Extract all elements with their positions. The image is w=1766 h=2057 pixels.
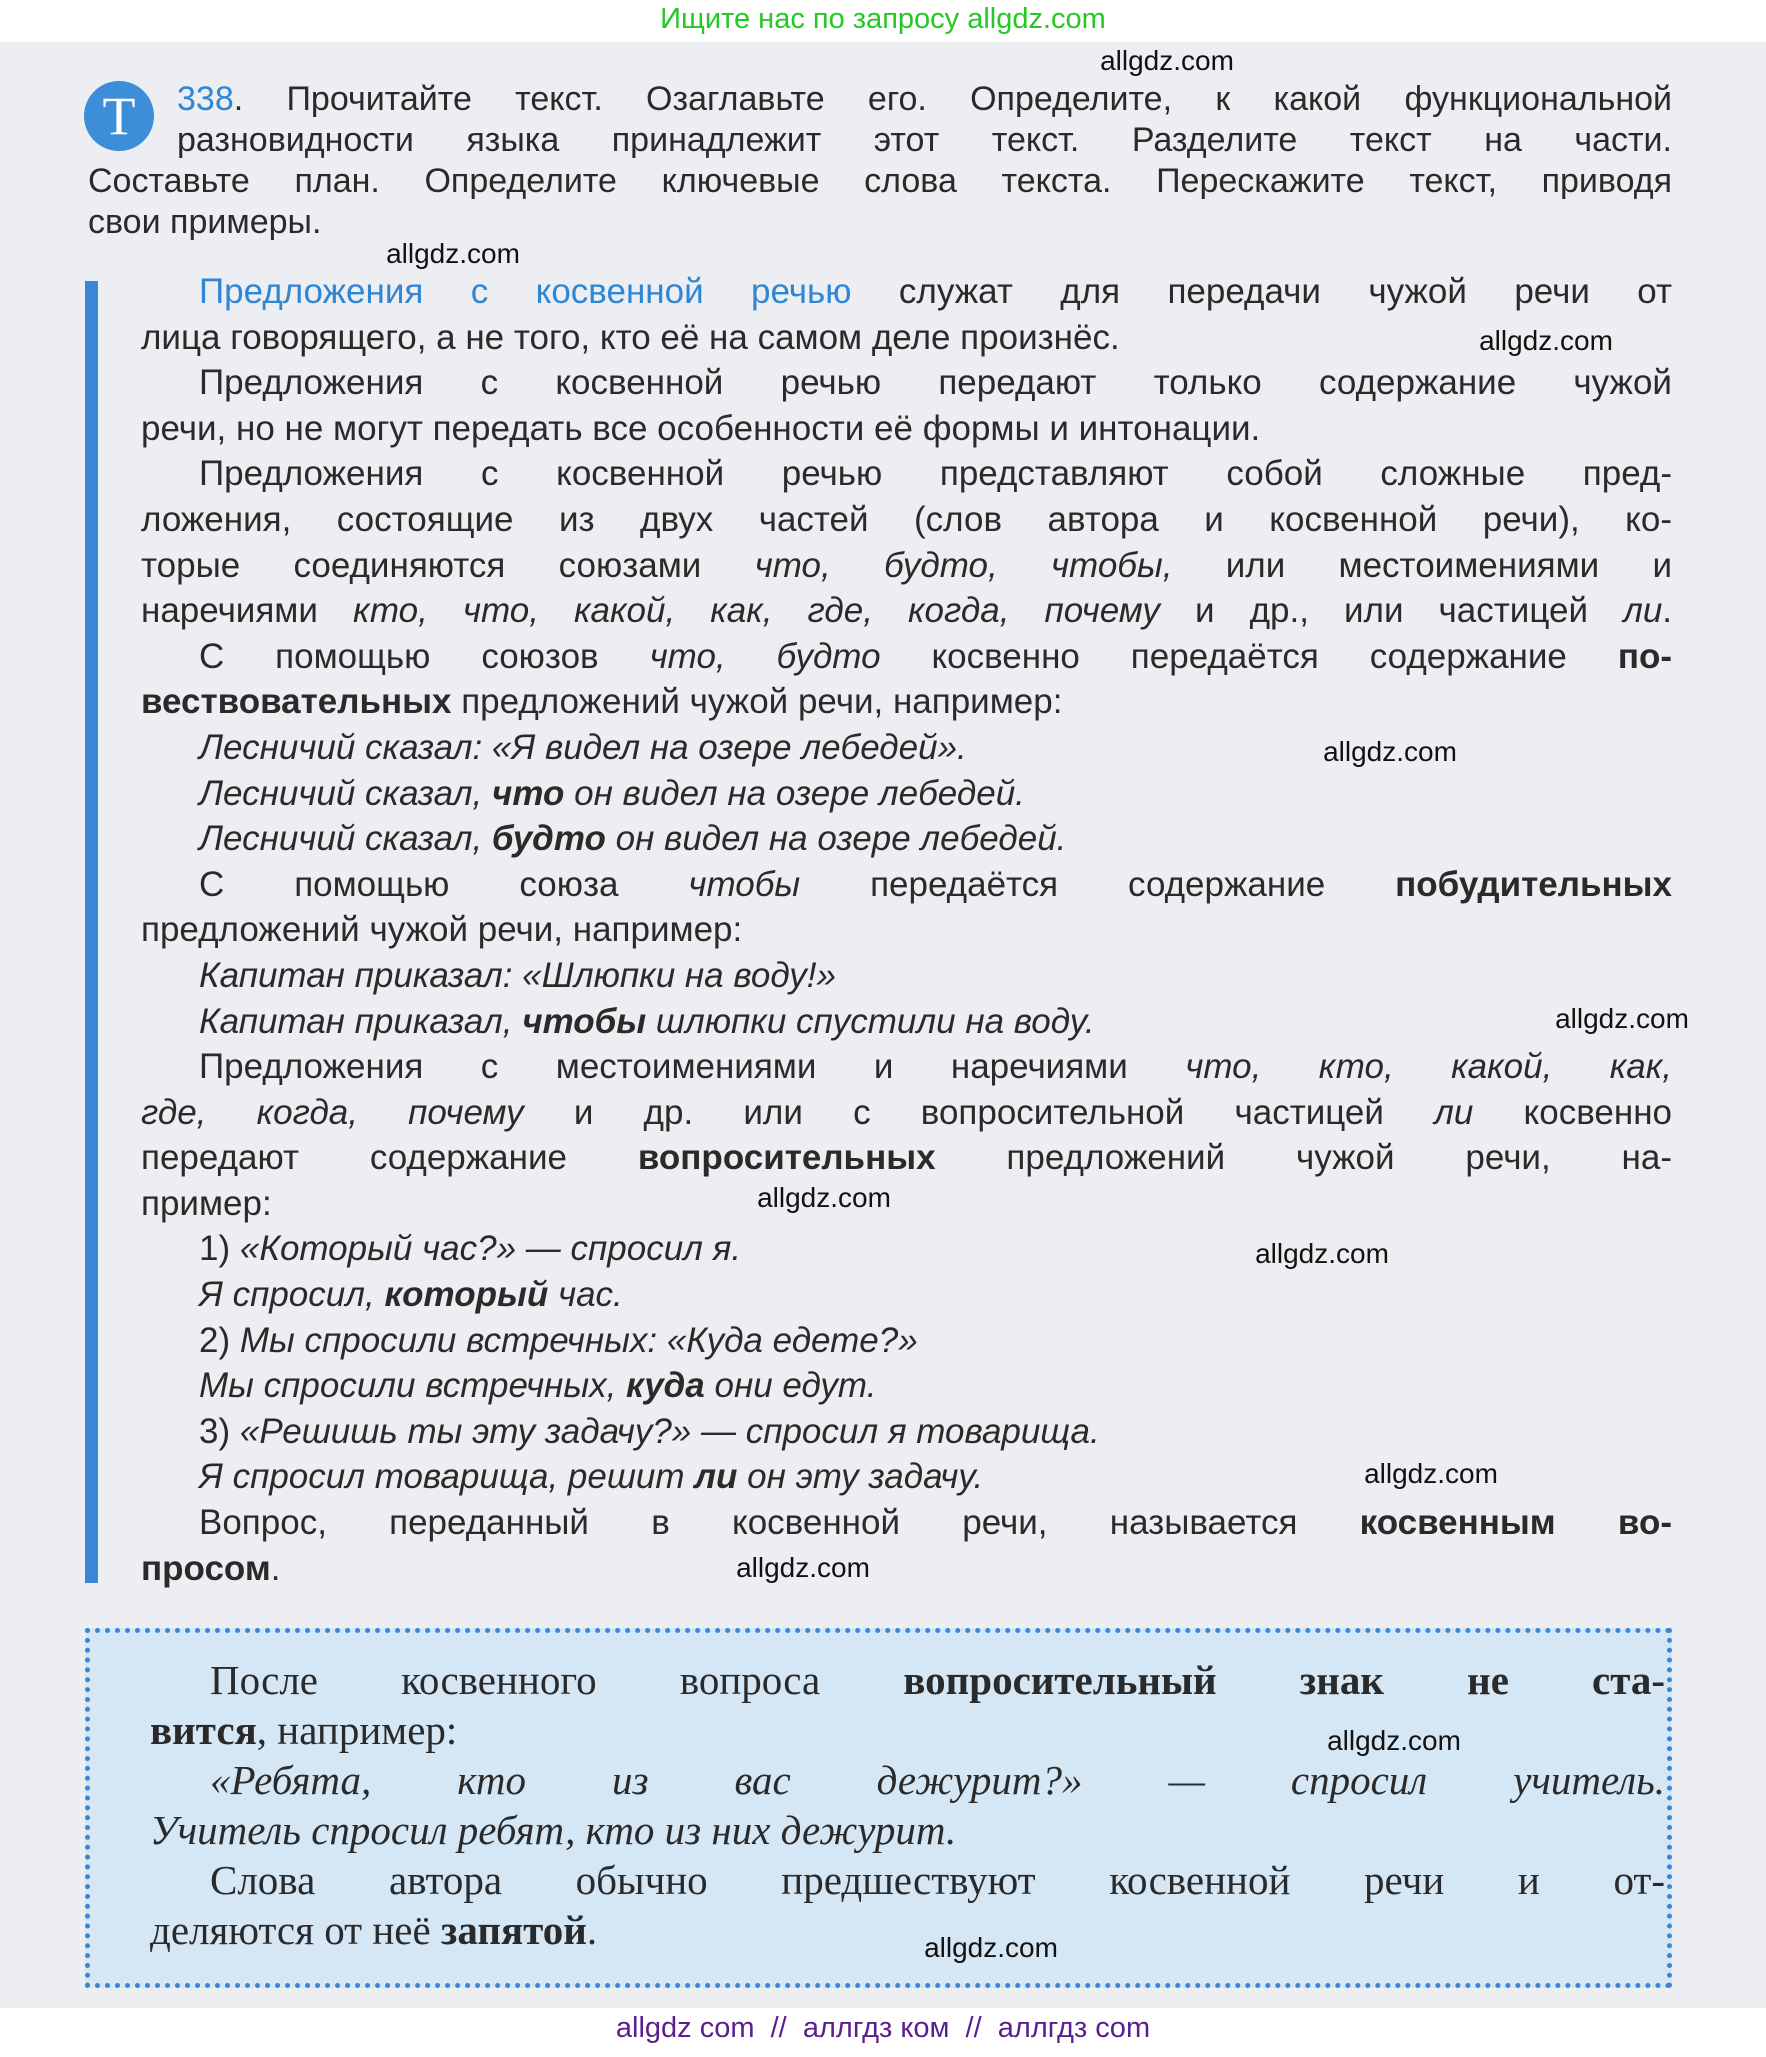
text-segment: пример: [141,1183,272,1223]
text-line [141,1135,1672,1181]
text-segment: речи, но не могут передать все особенности её формы и интонации. [141,408,1261,448]
bold-term: вествовательных [141,682,452,722]
watermark: allgdz.com [1479,325,1613,356]
text-segment: что, будто, чтобы, [754,545,1173,585]
text-line [141,907,1672,953]
bold-term: который [384,1275,549,1315]
bold-term: что [491,773,565,813]
text-segment: Лесничий сказал, [199,819,492,859]
text-segment: 3) [199,1411,240,1451]
note-box-text [150,1655,1665,1955]
bold-term: косвенным [1359,1503,1556,1543]
footer-banner: allgdz com // аллгдз ком // аллгдз com [615,2012,1151,2044]
text-line [141,1044,1672,1090]
text-segment: . [586,1907,598,1953]
watermark: allgdz.com [1555,1003,1689,1034]
text-line [141,588,1672,634]
bold-term: во- [1555,1503,1672,1543]
text-segment: «Ребята, кто из вас дежурит?» — спросил учитель. [210,1757,1665,1803]
text-line [141,771,1672,817]
text-segment: торые соединяются союзами [141,545,755,585]
highlighted-term: Предложения с косвенной речью [199,272,852,311]
text-segment: служат для передачи чужой речи от [851,272,1672,311]
text-line [150,1755,1665,1805]
text-segment: косвенно передаётся содержание [880,636,1618,676]
text-line [141,1500,1672,1546]
text-line [141,315,1672,361]
text-segment: свои примеры. [88,203,322,241]
text-segment: Капитан приказал: «Шлюпки на воду!» [199,955,836,995]
text-segment: ложения, состоящие из двух частей (слов автора и косвенной речи), ко- [141,499,1672,539]
text-segment: «Который час?» — спросил я. [239,1229,742,1269]
text-line [141,360,1672,406]
text-segment: ли [1623,591,1663,631]
rule-margin-bar [85,281,98,1583]
bold-term: чтобы [522,1001,647,1041]
watermark: allgdz.com [1364,1458,1498,1489]
text-segment: что, кто, какой, как, [1185,1047,1672,1087]
search-banner: Ищите нас по запросу allgdz.com [660,3,1106,35]
bold-term: по- [1617,636,1672,676]
text-segment: Учитель спросил ребят, кто из них дежурит. [150,1807,957,1853]
text-line [141,543,1672,589]
text-segment: . [1662,591,1673,631]
text-segment: Слова автора обычно предшествуют косвенной речи и от- [210,1857,1665,1903]
text-segment: Предложения с местоимениями и наречиями [199,1047,1186,1087]
bold-term: будто [491,819,606,859]
text-line [88,79,1672,120]
text-line [88,161,1672,202]
text-segment: он видел на озере лебедей. [564,773,1025,813]
text-segment: час. [548,1275,623,1315]
bold-term: вопросительный знак не ста- [903,1657,1665,1703]
bold-term: вопросительных [637,1138,936,1178]
text-line [150,1805,1665,1855]
text-segment: Мы спросили встречных: «Куда едете?» [239,1320,918,1360]
bold-term: запятой [440,1907,587,1953]
text-line [141,406,1672,452]
text-segment: Предложения с косвенной речью передают только содержание чужой [199,363,1672,403]
text-line [141,1546,1672,1592]
text-line [88,120,1672,161]
text-line [150,1855,1665,1905]
bold-term: вится [150,1707,257,1753]
text-line [141,1181,1672,1227]
text-segment: кто, что, какой, как, где, когда, почему [352,591,1160,631]
rule-text [141,269,1672,1591]
text-line [88,202,1672,243]
watermark: allgdz.com [386,238,520,269]
bold-term: ли [694,1457,738,1497]
text-segment: С помощью союза [199,864,689,904]
text-segment: Я спросил, [199,1275,385,1315]
text-line [141,451,1672,497]
text-line [141,1363,1672,1409]
watermark: allgdz.com [1327,1725,1461,1756]
text-segment: предложений чужой речи, на- [935,1138,1673,1178]
text-segment: передают содержание [141,1138,638,1178]
text-segment: разновидности языка принадлежит этот текст. Разделите текст на части. [177,121,1672,159]
watermark: allgdz.com [924,1932,1058,1963]
text-segment: «Решишь ты эту задачу?» — спросил я товарища. [239,1411,1100,1451]
text-line [141,1226,1672,1272]
text-segment: предложений чужой речи, например: [451,682,1063,722]
text-line [141,269,1672,315]
highlighted-term: 338 [177,80,234,118]
text-segment: он эту задачу. [737,1457,984,1497]
text-line [141,679,1672,725]
text-line [150,1655,1665,1705]
text-line [141,1272,1672,1318]
watermark: allgdz.com [1255,1238,1389,1269]
text-segment: 1) [199,1229,240,1269]
bold-term: просом [141,1548,271,1588]
watermark: allgdz.com [757,1182,891,1213]
bold-term: побудительных [1395,864,1672,904]
text-segment: и др., или частицей [1159,591,1624,631]
text-segment: Я спросил товарища, решит [199,1457,695,1497]
text-segment: шлюпки спустили на воду. [646,1001,1095,1041]
text-segment: После косвенного вопроса [210,1657,904,1703]
text-segment: Составьте план. Определите ключевые слова текста. Перескажите текст, приводя [88,162,1672,200]
text-segment: или местоимениями и [1172,545,1673,585]
text-segment: Капитан приказал, [199,1001,523,1041]
text-segment: предложений чужой речи, например: [141,910,743,950]
text-line [141,1409,1672,1455]
text-segment: С помощью союзов [199,636,650,676]
watermark: allgdz.com [1100,45,1234,76]
text-segment: Вопрос, переданный в косвенной речи, называется [199,1503,1360,1543]
text-line [141,862,1672,908]
text-line [141,953,1672,999]
text-line [141,634,1672,680]
text-segment: косвенно [1473,1092,1673,1132]
text-line [141,497,1672,543]
text-line [141,1318,1672,1364]
text-line [141,999,1672,1045]
text-segment: Мы спросили встречных, [199,1366,627,1406]
text-segment: деляются от неё [150,1907,441,1953]
text-segment: ли [1434,1092,1474,1132]
text-segment: лица говорящего, а не того, кто её на самом деле произнёс. [141,317,1120,357]
text-segment: передаётся содержание [800,864,1396,904]
text-segment: , например: [256,1707,458,1753]
text-segment: Лесничий сказал: «Я видел на озере лебедей». [199,727,967,767]
text-segment: что, будто [649,636,881,676]
text-segment: где, когда, почему [141,1092,524,1132]
watermark: allgdz.com [736,1552,870,1583]
text-segment: Предложения с косвенной речью представляют собой сложные пред- [199,454,1672,494]
text-segment: . Прочитайте текст. Озаглавьте его. Определите, к какой функциональной [233,80,1672,118]
text-segment: . [270,1548,281,1588]
text-line [141,1090,1672,1136]
theory-badge-icon: Т [84,81,154,151]
exercise-task [88,79,1672,243]
text-segment: они едут. [704,1366,877,1406]
text-segment: он видел на озере лебедей. [605,819,1067,859]
text-segment: 2) [199,1320,240,1360]
text-segment: и др. или с вопросительной частицей [523,1092,1435,1132]
bold-term: куда [626,1366,705,1406]
text-segment: наречиями [141,591,353,631]
text-segment: чтобы [688,864,801,904]
text-line [141,816,1672,862]
text-line [150,1905,1665,1955]
watermark: allgdz.com [1323,736,1457,767]
text-segment: Лесничий сказал, [199,773,492,813]
